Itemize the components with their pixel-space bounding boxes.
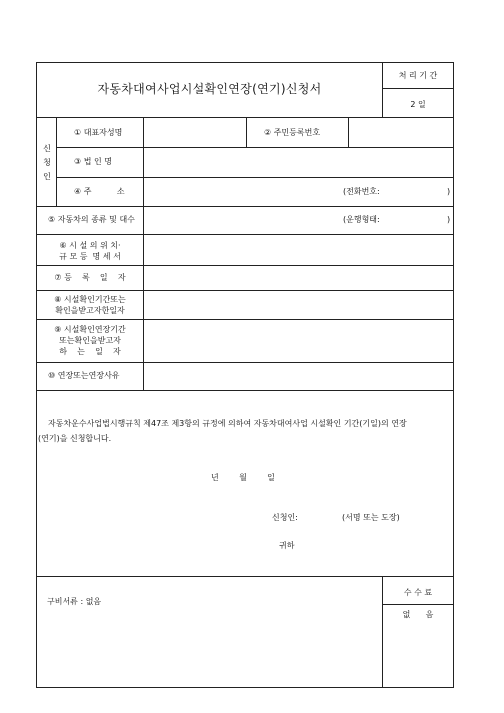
sign-note: (서명 또는 도장) (342, 513, 400, 522)
processing-period-value: 2 일 (410, 100, 426, 109)
label-facility-period: ⑧ 시설확인기간또는 확인을받고자한일자 (54, 295, 126, 315)
form-title: 자동차대여사업시설확인연장(연기)신청서 (97, 82, 322, 96)
docs-required: 구비서류 : 없음 (47, 597, 102, 606)
fee-label: 수 수 료 (403, 588, 433, 597)
divider-row2 (56, 177, 454, 178)
vline-rep (246, 117, 247, 147)
label-extension-period: ⑨ 시설확인연장기간 또는확인을받고자 하 는 일 자 (54, 325, 126, 356)
label-rep-name: ① 대표자성명 (74, 128, 123, 137)
divider-row7 (36, 319, 454, 320)
fee-value: 없 음 (402, 610, 434, 619)
divider-row1 (56, 147, 454, 148)
applicant-side-label: 신 청 인 (43, 144, 51, 181)
label-corp-name: ③ 법 인 명 (74, 157, 112, 166)
processing-period-label: 처 리 기 간 (398, 71, 438, 80)
label-reason: ⑩ 연장또는연장사유 (48, 371, 120, 380)
date-line: 년 월 일 (211, 473, 275, 482)
body-text-line2: (연기)을 신청합니다. (38, 434, 112, 443)
vline-labels (143, 117, 144, 390)
body-text-line1: 자동차운수사업법시행규칙 제47조 제3항의 규정에 의하여 자동차대여사업 시설확인 기간(기일)의 연장 (48, 419, 407, 428)
phone-label: (전화번호: (343, 187, 380, 196)
operation-type-label: (운행형태: (343, 215, 380, 224)
divider-row6 (36, 290, 454, 291)
label-address: ④ 주 소 (74, 187, 125, 196)
divider-row4 (36, 234, 454, 235)
vline-resno (348, 117, 349, 147)
divider-row9 (36, 390, 454, 391)
divider-fee (382, 604, 454, 605)
divider-row5 (36, 265, 454, 266)
applicant-sign-label: 신청인: (272, 513, 298, 522)
label-registration-date: ⑦ 등 록 일 자 (54, 273, 126, 282)
label-resident-no: ② 주민등록번호 (264, 128, 321, 137)
divider-header (36, 117, 454, 118)
vline-applicant (56, 117, 57, 206)
divider-footer (36, 576, 454, 577)
recipient: 귀하 (279, 541, 295, 550)
divider-row3 (36, 206, 454, 207)
divider-processing (382, 88, 454, 89)
operation-close: ) (447, 215, 451, 224)
divider-row8 (36, 362, 454, 363)
phone-close: ) (447, 187, 451, 196)
label-vehicle-type: ⑤ 자동차의 종류 및 대수 (48, 215, 135, 224)
label-facility-location: ⑥ 시 설 의 위 치· 규 모 등 명 세 서 (59, 241, 121, 261)
